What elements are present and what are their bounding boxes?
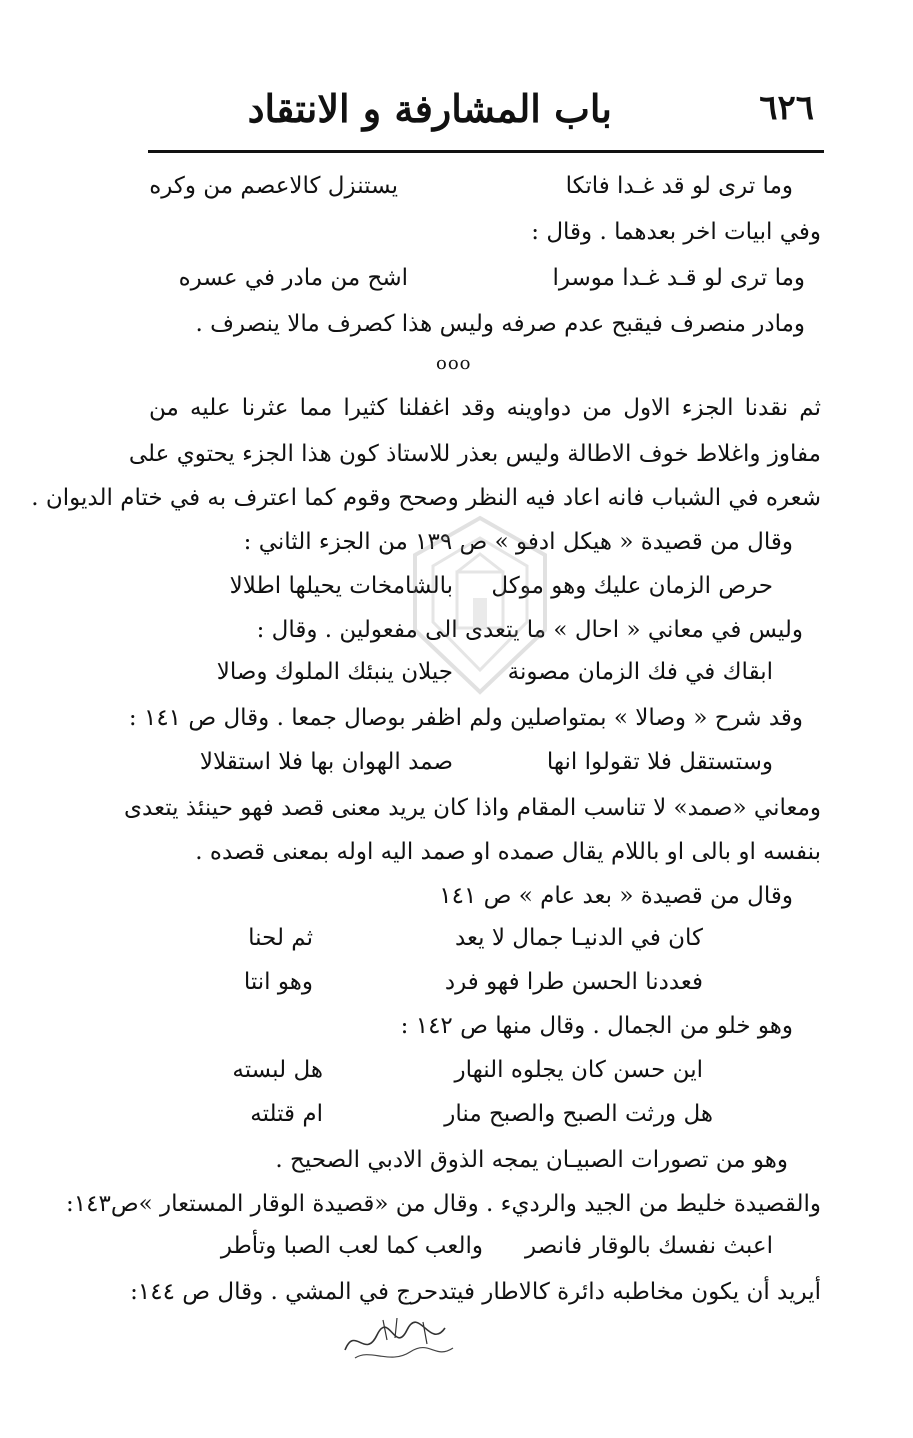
verse-hemistich-first: فعددنا الحسن طرا فهو فرد (444, 969, 703, 995)
prose-line: وقال من قصيدة « هيكل ادفو » ص ١٣٩ من الجزء الثاني : (243, 529, 793, 555)
verse-hemistich-first: وستستقل فلا تقولوا انها (546, 749, 773, 775)
verse-hemistich-second: والعب كما لعب الصبا وتأطر (220, 1233, 483, 1259)
prose-line: مفاوز واغلاط خوف الاطالة وليس بعذر للاستاذ كون هذا الجزء يحتوي على (128, 441, 821, 467)
verse-hemistich-second: يستنزل كالاعصم من وكره (149, 173, 398, 199)
library-stamp-watermark (395, 510, 565, 700)
prose-line: وهو خلو من الجمال . وقال منها ص ١٤٢ : (400, 1013, 793, 1039)
verse-hemistich-second: اشح من مادر في عسره (178, 265, 408, 291)
verse-hemistich-second: هل لبسته (232, 1057, 323, 1083)
verse-hemistich-first: وما ترى لو قد غـدا فاتكا (565, 173, 793, 199)
prose-line: وفي ابيات اخر بعدهما . وقال : (531, 219, 821, 245)
prose-line: والقصيدة خليط من الجيد والرديء . وقال من «قصيدة الوقار المستعار »ص١٤٣: (66, 1191, 821, 1217)
prose-line: شعره في الشباب فانه اعاد فيه النظر وصحح وقوم كما اعترف به في ختام الديوان . (31, 485, 821, 511)
running-title: باب المشارفة و الانتقاد (247, 86, 612, 131)
prose-line: أيريد أن يكون مخاطبه دائرة كالاطار فيتدحرج في المشي . وقال ص ١٤٤: (130, 1279, 821, 1305)
prose-line: وليس في معاني « احال » ما يتعدى الى مفعولين . وقال : (256, 617, 803, 643)
verse-hemistich-first: هل ورثت الصبح والصبح منار (444, 1101, 713, 1127)
verse-hemistich-first: حرص الزمان عليك وهو موكل (491, 573, 773, 599)
prose-line: وهو من تصورات الصبيـان يمجه الذوق الادبي الصحيح . (275, 1147, 788, 1173)
verse-hemistich-second: ام قتلته (250, 1101, 323, 1127)
verse-hemistich-first: اين حسن كان يجلوه النهار (454, 1057, 703, 1083)
verse-hemistich-first: وما ترى لو قـد غـدا موسرا (552, 265, 805, 291)
verse-hemistich-first: اعبث نفسك بالوقار فانصر (525, 1233, 773, 1259)
verse-hemistich-second: صمد الهوان بها فلا استقلالا (199, 749, 453, 775)
verse-hemistich-second: جيلان ينبئك الملوك وصالا (216, 659, 453, 685)
prose-line: ثم نقدنا الجزء الاول من دواوينه وقد اغفلنا كثيرا مما عثرنا عليه من (149, 395, 821, 421)
header-rule (148, 150, 824, 153)
verse-hemistich-first: ابقاك في فك الزمان مصونة (507, 659, 773, 685)
section-separator: ooo (436, 353, 472, 374)
verse-hemistich-second: ثم لحنا (248, 925, 313, 951)
verse-hemistich-second: بالشامخات يحيلها اطلالا (229, 573, 453, 599)
verse-hemistich-first: كان في الدنيـا جمال لا يعد (454, 925, 703, 951)
verse-hemistich-second: وهو انتا (243, 969, 313, 995)
handwritten-mark (335, 1310, 465, 1370)
prose-line: ومادر منصرف فيقبح عدم صرفه وليس هذا كصرف مالا ينصرف . (195, 311, 805, 337)
page-number: ٦٢٦ (759, 88, 814, 128)
prose-line: وقد شرح « وصالا » بمتواصلين ولم اظفر بوصال جمعا . وقال ص ١٤١ : (128, 705, 803, 731)
prose-line: وقال من قصيدة « بعد عام » ص ١٤١ (439, 883, 793, 909)
page-header (150, 86, 822, 144)
prose-line: بنفسه او بالى او باللام يقال صمده او صمد اليه اوله بمعنى قصده . (195, 839, 821, 865)
prose-line: ومعاني «صمد» لا تناسب المقام واذا كان يريد معنى قصد فهو حينئذ يتعدى (124, 795, 821, 821)
